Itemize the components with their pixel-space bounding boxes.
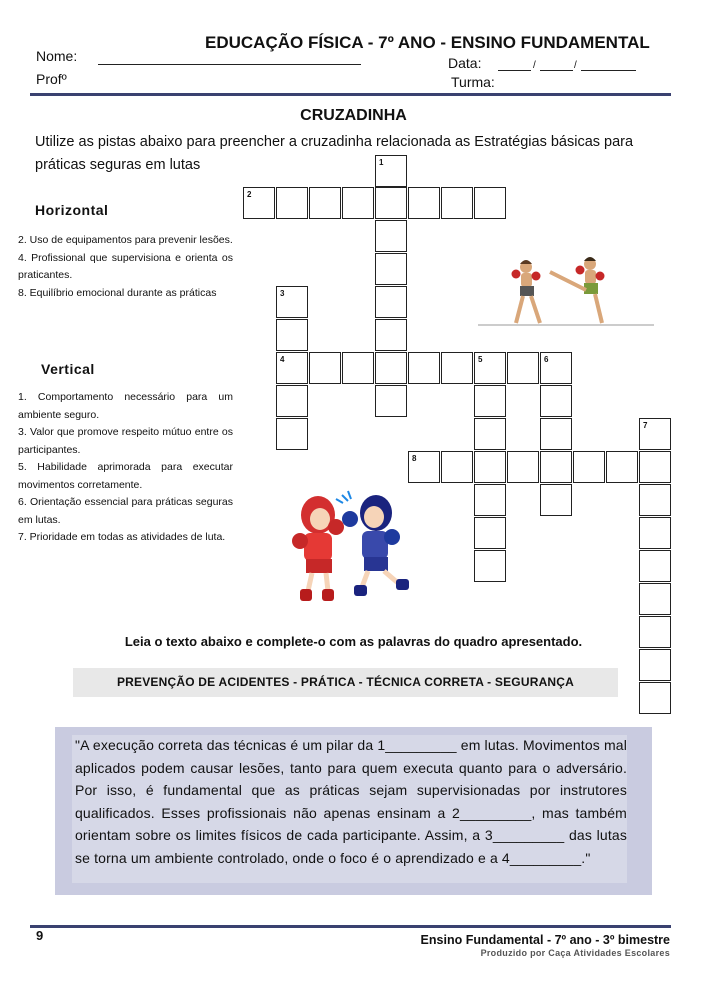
name-field[interactable]	[98, 64, 361, 65]
class-label: Turma:	[451, 74, 495, 90]
clue-number: 7	[643, 421, 648, 430]
crossword-cell[interactable]	[639, 517, 671, 549]
crossword-cell[interactable]	[507, 451, 539, 483]
clue-item: 8. Equilíbrio emocional durante as práticas	[18, 286, 217, 299]
crossword-cell[interactable]	[474, 517, 506, 549]
clue-item: 2. Uso de equipamentos para prevenir lesões.	[18, 234, 233, 246]
crossword-cell[interactable]	[375, 319, 407, 351]
crossword-cell[interactable]	[276, 385, 308, 417]
crossword-cell[interactable]	[474, 550, 506, 582]
crossword-cell[interactable]	[408, 451, 440, 483]
crossword-cell[interactable]	[474, 352, 506, 384]
crossword-cell[interactable]	[441, 451, 473, 483]
crossword-cell[interactable]	[342, 352, 374, 384]
crossword-cell[interactable]	[375, 286, 407, 318]
crossword-cell[interactable]	[540, 418, 572, 450]
crossword-cell[interactable]	[375, 187, 407, 219]
crossword-cell[interactable]	[441, 352, 473, 384]
crossword-cell[interactable]	[606, 451, 638, 483]
crossword-cell[interactable]	[507, 352, 539, 384]
date-day-field[interactable]	[498, 70, 531, 71]
kickboxers-illustration	[478, 250, 658, 330]
word-bank: PREVENÇÃO DE ACIDENTES - PRÁTICA - TÉCNICA CORRETA - SEGURANÇA	[73, 668, 618, 697]
clue-item: 7. Prioridade em todas as atividades de luta.	[18, 531, 226, 543]
teacher-label: Profº	[36, 71, 67, 87]
clue-item: 1. Comportamento necessário para um ambiente seguro.	[18, 391, 233, 421]
crossword-cell[interactable]	[408, 352, 440, 384]
crossword-cell[interactable]	[474, 451, 506, 483]
page-title: EDUCAÇÃO FÍSICA - 7º ANO - ENSINO FUNDAMENTAL	[205, 33, 650, 52]
clue-number: 2	[247, 190, 252, 199]
date-label: Data:	[448, 55, 482, 71]
crossword-cell[interactable]	[243, 187, 275, 219]
horizontal-clues	[18, 232, 233, 302]
clue-item: 4. Profissional que supervisiona e orienta os praticantes.	[18, 251, 233, 281]
crossword-cell[interactable]	[573, 451, 605, 483]
clue-number: 8	[412, 454, 417, 463]
date-month-field[interactable]	[540, 70, 573, 71]
crossword-cell[interactable]	[408, 187, 440, 219]
crossword-cell[interactable]	[309, 187, 341, 219]
crossword-cell[interactable]	[342, 187, 374, 219]
clue-number: 4	[280, 355, 285, 364]
header-rule	[30, 93, 671, 96]
crossword-cell[interactable]	[540, 352, 572, 384]
crossword-cell[interactable]	[639, 583, 671, 615]
crossword-title: CRUZADINHA	[300, 107, 407, 124]
footer-rule	[30, 925, 671, 928]
crossword-cell[interactable]	[375, 253, 407, 285]
crossword-cell[interactable]	[639, 682, 671, 714]
crossword-cell[interactable]	[474, 418, 506, 450]
clue-number: 6	[544, 355, 549, 364]
date-separator: /	[533, 60, 536, 71]
crossword-cell[interactable]	[474, 385, 506, 417]
crossword-cell[interactable]	[639, 649, 671, 681]
crossword-cell[interactable]	[639, 484, 671, 516]
crossword-cell[interactable]	[639, 418, 671, 450]
clue-number: 3	[280, 289, 285, 298]
clue-item: 6. Orientação essencial para práticas seguras em lutas.	[18, 496, 233, 526]
crossword-cell[interactable]	[540, 484, 572, 516]
boxers-illustration	[286, 487, 424, 605]
vertical-clues	[18, 389, 233, 547]
crossword-cell[interactable]	[276, 352, 308, 384]
crossword-cell[interactable]	[375, 155, 407, 187]
name-label: Nome:	[36, 48, 78, 64]
clue-number: 1	[379, 158, 384, 167]
crossword-cell[interactable]	[540, 451, 572, 483]
crossword-intro: Utilize as pistas abaixo para preencher a cruzadinha relacionada as Estratégias básicas para práticas seguras em lutas	[35, 134, 634, 173]
crossword-cell[interactable]	[441, 187, 473, 219]
page-number: 9	[36, 928, 44, 943]
crossword-cell[interactable]	[276, 187, 308, 219]
crossword-cell[interactable]	[540, 385, 572, 417]
clue-item: 3. Valor que promove respeito mútuo entre os participantes.	[18, 426, 233, 456]
crossword-cell[interactable]	[276, 319, 308, 351]
crossword-cell[interactable]	[474, 187, 506, 219]
exercise-instruction: Leia o texto abaixo e complete-o com as palavras do quadro apresentado.	[124, 634, 583, 649]
footer-credit: Produzido por Caça Atividades Escolares	[480, 948, 670, 958]
footer-level: Ensino Fundamental - 7º ano - 3º bimestre	[420, 933, 670, 947]
crossword-cell[interactable]	[375, 352, 407, 384]
crossword-cell[interactable]	[276, 286, 308, 318]
date-separator: /	[574, 60, 577, 71]
fill-in-text: "A execução correta das técnicas é um pilar da 1_________ em lutas. Movimentos mal aplicados podem causar lesões, tanto para quem executa quanto para o adversário. Por isso, é fundamental que as práticas sejam supervisionadas por instrutores qualificados. Esses profissionais não apenas ensinam a 2_________, mas também orientam sobre os limites físicos de cada participante. Assim, a 3_________ das lutas se torna um ambiente controlado, onde o foco é o aprendizado e a 4_________."	[75, 737, 627, 866]
crossword-cell[interactable]	[474, 484, 506, 516]
clue-number: 5	[478, 355, 483, 364]
crossword-cell[interactable]	[639, 451, 671, 483]
crossword-cell[interactable]	[276, 418, 308, 450]
crossword-cell[interactable]	[375, 385, 407, 417]
crossword-cell[interactable]	[375, 220, 407, 252]
horizontal-heading: Horizontal	[35, 202, 109, 218]
crossword-cell[interactable]	[309, 352, 341, 384]
crossword-cell[interactable]	[639, 550, 671, 582]
vertical-heading: Vertical	[41, 361, 95, 377]
date-year-field[interactable]	[581, 70, 636, 71]
clue-item: 5. Habilidade aprimorada para executar movimentos corretamente.	[18, 461, 233, 491]
